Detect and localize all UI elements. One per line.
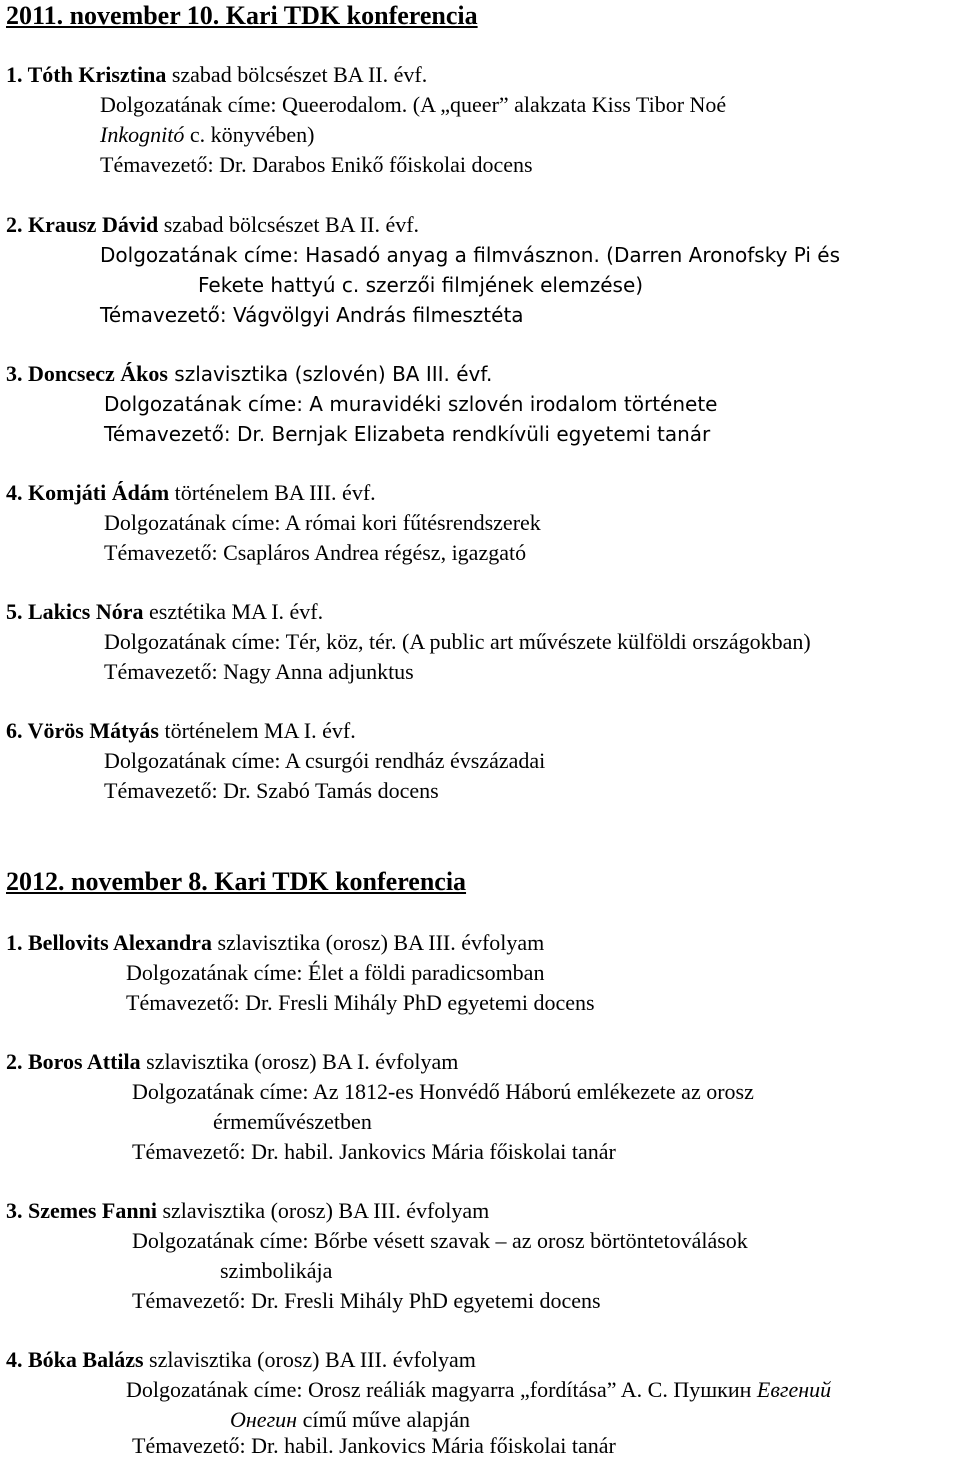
entry-header xyxy=(6,1196,489,1226)
student-name: Doncsecz Ákos xyxy=(28,361,168,386)
section-heading-2012: 2012. november 8. Kari TDK konferencia xyxy=(6,867,467,896)
supervisor: Témavezető: Dr. Bernjak Elizabeta rendkívüli egyetemi tanár xyxy=(104,422,711,446)
entry-header xyxy=(6,928,544,958)
student-program: szlavisztika (orosz) BA III. évfolyam xyxy=(156,1198,490,1223)
thesis-title: Dolgozatának címe: Hasadó anyag a filmvásznon. (Darren Aronofsky Pi és xyxy=(100,243,841,267)
supervisor: Témavezető: Dr. habil. Jankovics Mária főiskolai tanár xyxy=(132,1139,616,1164)
student-program: szlavisztika (orosz) BA III. évfolyam xyxy=(143,1347,476,1372)
student-program: történelem MA I. évf. xyxy=(158,718,356,743)
thesis-title: Dolgozatának címe: Orosz reáliák magyarra „fordítása” A. C. Пушкин Евгений xyxy=(126,1377,832,1402)
student-name: Szemes Fanni xyxy=(28,1198,157,1223)
entry-header xyxy=(6,1345,476,1375)
thesis-title: Dolgozatának címe: A muravidéki szlovén irodalom története xyxy=(104,392,718,416)
thesis-title: Dolgozatának címe: Élet a földi paradicsomban xyxy=(126,960,545,985)
student-program: szlavisztika (szlovén) BA III. évf. xyxy=(167,362,493,386)
entry-number: 4. xyxy=(6,1347,28,1372)
entry-number: 6. xyxy=(6,718,28,743)
entry-header xyxy=(6,478,376,508)
entry-number: 2. xyxy=(6,1049,28,1074)
entry-number: 3. xyxy=(6,1198,28,1223)
entry-header xyxy=(6,210,419,240)
supervisor: Témavezető: Dr. Szabó Tamás docens xyxy=(104,778,439,803)
student-name: Bellovits Alexandra xyxy=(28,930,212,955)
thesis-title-cont: érmeművészetben xyxy=(213,1109,372,1134)
entry-header xyxy=(6,359,492,389)
student-name: Komjáti Ádám xyxy=(28,480,170,505)
supervisor: Témavezető: Dr. Fresli Mihály PhD egyetemi docens xyxy=(126,990,595,1015)
entry-header xyxy=(6,60,427,90)
novel-title: Евгений xyxy=(756,1377,832,1402)
entry-header xyxy=(6,597,323,627)
thesis-title: Dolgozatának címe: Bőrbe vésett szavak – az orosz börtöntetoválások xyxy=(132,1228,748,1253)
supervisor: Témavezető: Dr. Darabos Enikő főiskolai docens xyxy=(100,152,533,177)
thesis-title-cont: szimbolikája xyxy=(220,1258,333,1283)
supervisor: Témavezető: Csapláros Andrea régész, igazgató xyxy=(104,540,527,565)
book-title: Inkognitó xyxy=(100,122,185,147)
thesis-title: Dolgozatának címe: A római kori fűtésrendszerek xyxy=(104,510,541,535)
supervisor: Témavezető: Dr. Fresli Mihály PhD egyetemi docens xyxy=(132,1288,601,1313)
student-program: esztétika MA I. évf. xyxy=(143,599,324,624)
entry-number: 1. xyxy=(6,930,28,955)
novel-title-cont: Онегин xyxy=(230,1407,298,1432)
student-program: szabad bölcsészet BA II. évf. xyxy=(166,62,428,87)
thesis-title: Dolgozatának címe: Queerodalom. (A „queer” alakzata Kiss Tibor Noé xyxy=(100,92,727,117)
student-name: Bóka Balázs xyxy=(28,1347,144,1372)
entry-number: 4. xyxy=(6,480,28,505)
student-name: Lakics Nóra xyxy=(28,599,144,624)
entry-number: 2. xyxy=(6,212,28,237)
student-name: Krausz Dávid xyxy=(28,212,159,237)
thesis-title: Dolgozatának címe: Az 1812-es Honvédő Háború emlékezete az orosz xyxy=(132,1079,754,1104)
student-program: történelem BA III. évf. xyxy=(169,480,376,505)
entry-number: 5. xyxy=(6,599,28,624)
student-name: Boros Attila xyxy=(28,1049,141,1074)
thesis-title-cont: Онегин című műve alapján xyxy=(230,1407,470,1432)
section-heading-2011: 2011. november 10. Kari TDK konferencia xyxy=(6,1,478,30)
entry-number: 3. xyxy=(6,361,28,386)
student-program: szlavisztika (orosz) BA I. évfolyam xyxy=(140,1049,459,1074)
thesis-title: Dolgozatának címe: A csurgói rendház évszázadai xyxy=(104,748,546,773)
supervisor: Témavezető: Vágvölgyi András filmesztéta xyxy=(100,303,524,327)
thesis-title: Dolgozatának címe: Tér, köz, tér. (A public art művészete külföldi országokban) xyxy=(104,629,811,654)
supervisor: Témavezető: Dr. habil. Jankovics Mária főiskolai tanár xyxy=(132,1433,616,1458)
student-name: Vörös Mátyás xyxy=(27,718,159,743)
student-program: szlavisztika (orosz) BA III. évfolyam xyxy=(211,930,545,955)
entry-header xyxy=(6,1047,458,1077)
supervisor: Témavezető: Nagy Anna adjunktus xyxy=(104,659,414,684)
thesis-title-cont: Fekete hattyú c. szerzői filmjének elemzése) xyxy=(198,273,644,297)
entry-number: 1. xyxy=(6,62,28,87)
thesis-title-cont: Inkognitó c. könyvében) xyxy=(100,122,315,147)
entry-header xyxy=(6,716,356,746)
student-name: Tóth Krisztina xyxy=(27,62,167,87)
student-program: szabad bölcsészet BA II. évf. xyxy=(158,212,420,237)
